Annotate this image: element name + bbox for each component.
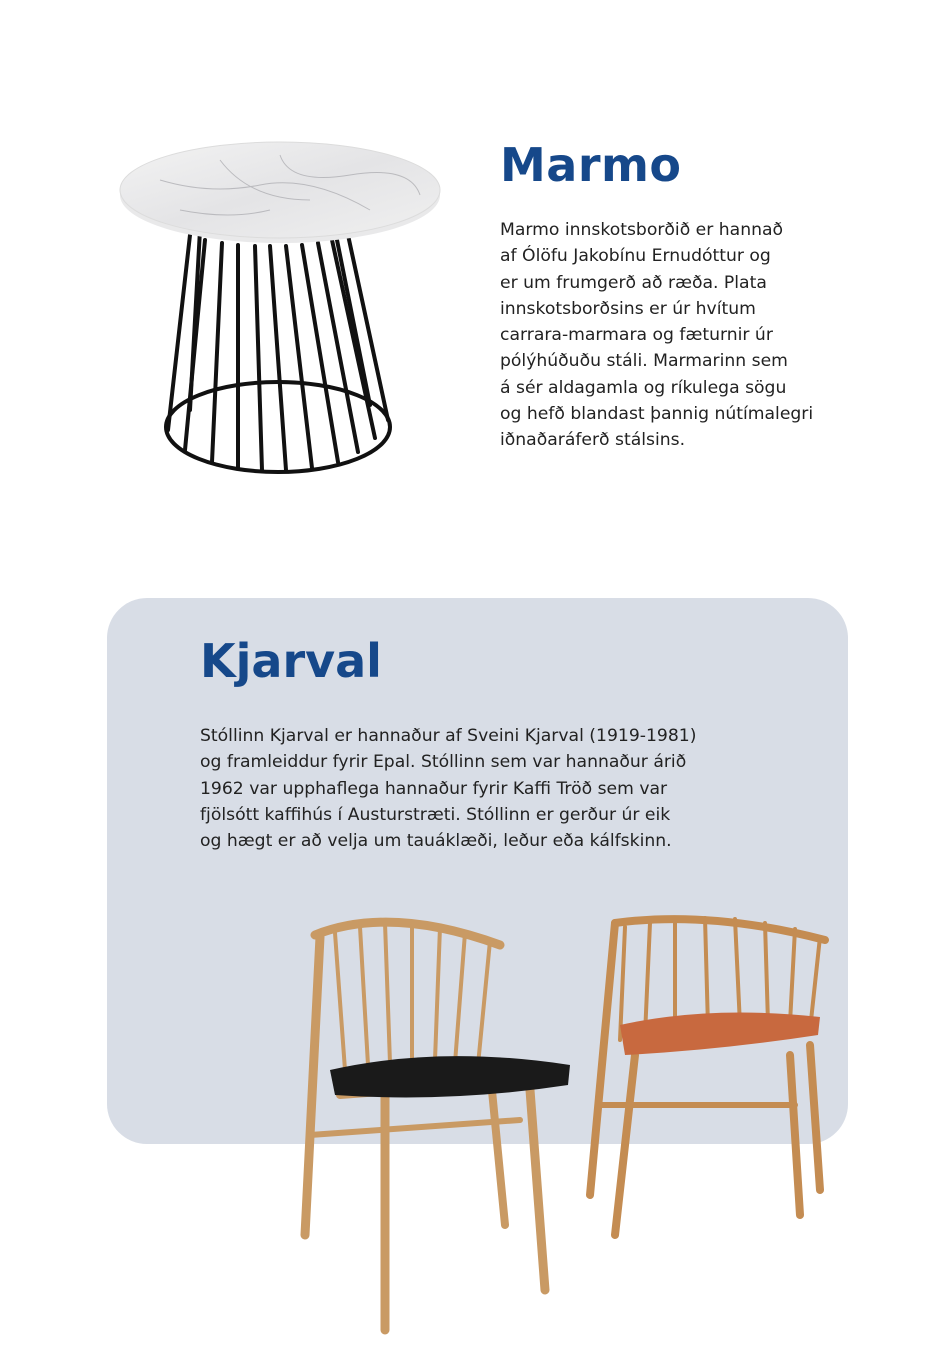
kjarval-chairs-image [290, 905, 850, 1335]
kjarval-title: Kjarval [200, 634, 382, 688]
marmo-title: Marmo [500, 138, 682, 192]
kjarval-description: Stóllinn Kjarval er hannaður af Sveini Kjarval (1919-1981) og framleiddur fyrir Epal. Stóllinn sem var hannaður árið 1962 var upphaflega hannaður fyrir Kaffi Tröð sem var fjölsótt kaffihús í Austurstræti. Stóllinn er gerður úr eik og hægt er að velja um tauáklæði, leður eða kálfskinn. [200, 726, 697, 852]
marmo-description: Marmo innskotsborðið er hannað af Ólöfu Jakobínu Ernudóttur og er um frumgerð að ræða. Plata innskotsborðsins er úr hvítum carrara-marmara og fæturnir úr pólýhúðuðu stáli. Marmarinn sem á sér aldagamla og ríkulega sögu og hefð blandast þannig nútímalegri iðnaðaráferð stálsins. [500, 220, 814, 451]
marmo-table-image [120, 140, 450, 480]
